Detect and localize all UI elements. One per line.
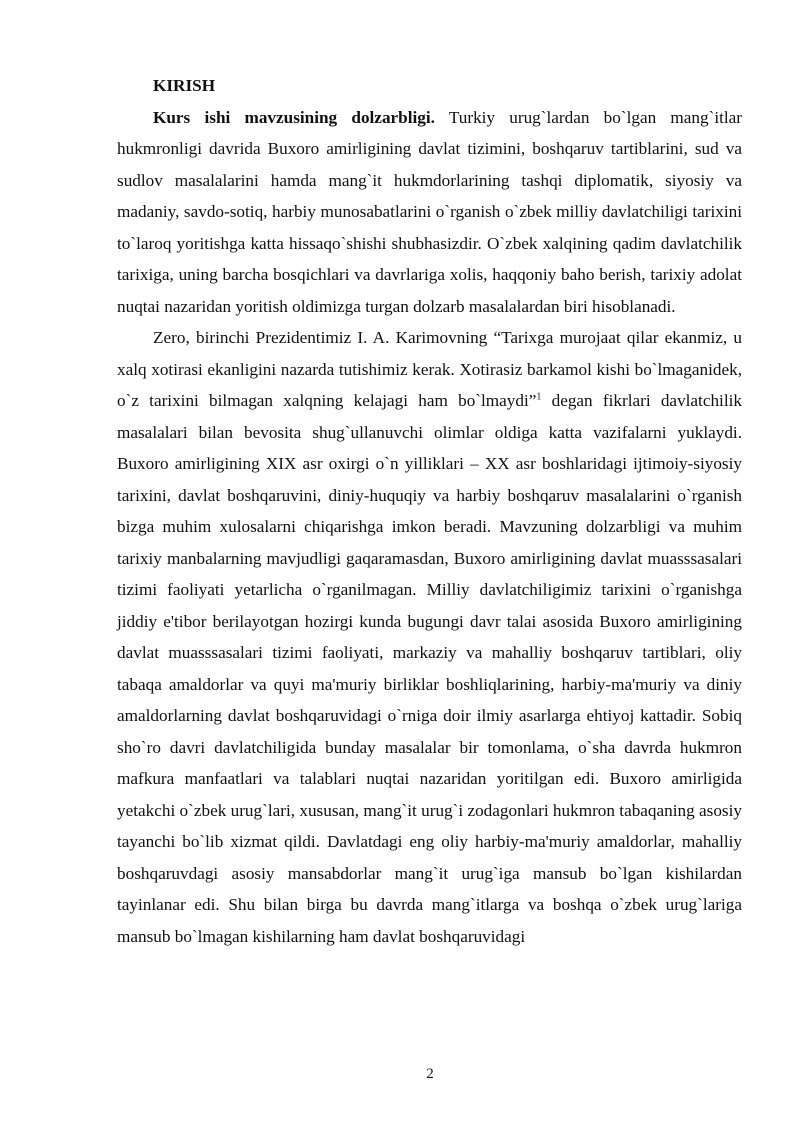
- page-content: [117, 70, 742, 952]
- paragraph-relevance: [117, 102, 742, 323]
- paragraph-lead: Kurs ishi mavzusining dolzarbligi.: [153, 107, 435, 127]
- paragraph-body-continued: degan fikrlari davlatchilik masalalari bilan bevosita shug`ullanuvchi olimlar oldiga katta vazifalarni yuklaydi. Buxoro amirligining XIX asr oxirgi o`n yilliklari – XX asr boshlaridagi ijtimoiy-siyosiy tarixini, davlat boshqaruvini, diniy-huquqiy va harbiy boshqaruv masalalarini o`rganish bizga muhim xulosalarni chiqarishga imkon beradi. Mavzuning dolzarbligi va muhim tarixiy manbalarning mavjudligi gaqaramasdan, Buxoro amirligining davlat muasssasalari tizimi faoliyati yetarlicha o`rganilmagan. Milliy davlatchiligimiz tarixini o`rganishga jiddiy e'tibor berilayotgan hozirgi kunda bugungi davr talai asosida Buxoro amirligining davlat muasssasalari tizimi faoliyati, markaziy va mahalliy boshqaruv tartiblari, oliy tabaqa amaldorlar va quyi ma'muriy birliklar boshliqlarining, harbiy-ma'muriy va diniy amaldorlarning davlat boshqaruvidagi o`rniga doir ilmiy asarlarga ehtiyoj kattadir. Sobiq sho`ro davri davlatchiligida bunday masalalar bir tomonlama, o`sha davrda hukmron mafkura manfaatlari va talablari nuqtai nazaridan yoritilgan edi. Buxoro amirligida yetakchi o`zbek urug`lari, xususan, mang`it urug`i zodagonlari hukmron tabaqaning asosiy tayanchi bo`lib xizmat qildi. Davlatdagi eng oliy harbiy-ma'muriy amaldorlar, mahalliy boshqaruvdagi asosiy mansabdorlar mang`it urug`iga mansub bo`lgan kishilardan tayinlanar edi. Shu bilan birga bu davrda mang`itlarga va boshqa o`zbek urug`lariga mansub bo`lmagan kishilarning ham davlat boshqaruvidagi: [117, 391, 742, 946]
- paragraph-body: Turkiy urug`lardan bo`lgan mang`itlar hukmronligi davrida Buxoro amirligining davlat tizimini, boshqaruv tartiblarini, sud va sudlov masalalarini hamda mang`it hukmdorlarining tashqi diplomatik, siyosiy va madaniy, savdo-sotiq, harbiy munosabatlarini o`rganish o`zbek milliy davlatchiligi tarixini to`laroq yoritishga katta hissaqo`shishi shubhasizdir. O`zbek xalqining qadim davlatchilik tarixiga, uning barcha bosqichlari va davrlariga xolis, haqqoniy baho berish, tarixiy adolat nuqtai nazaridan yoritish oldimizga turgan dolzarb masalalardan biri hisoblanadi.: [117, 107, 742, 316]
- footnote-marker[interactable]: 1: [536, 391, 542, 403]
- quote-text: Zero, birinchi Prezidentimiz I. A. Karimovning “Tarixga murojaat qilar ekanmiz, u xalq xotirasi ekanligini nazarda tutishimiz kerak. Xotirasiz barkamol kishi bo`lmaganidek, o`z tarixini bilmagan xalqning kelajagi ham bo`lmaydi”: [117, 328, 742, 410]
- paragraph-quote: [117, 322, 742, 952]
- section-heading: KIRISH: [153, 76, 216, 95]
- page-number: 2: [426, 1066, 434, 1082]
